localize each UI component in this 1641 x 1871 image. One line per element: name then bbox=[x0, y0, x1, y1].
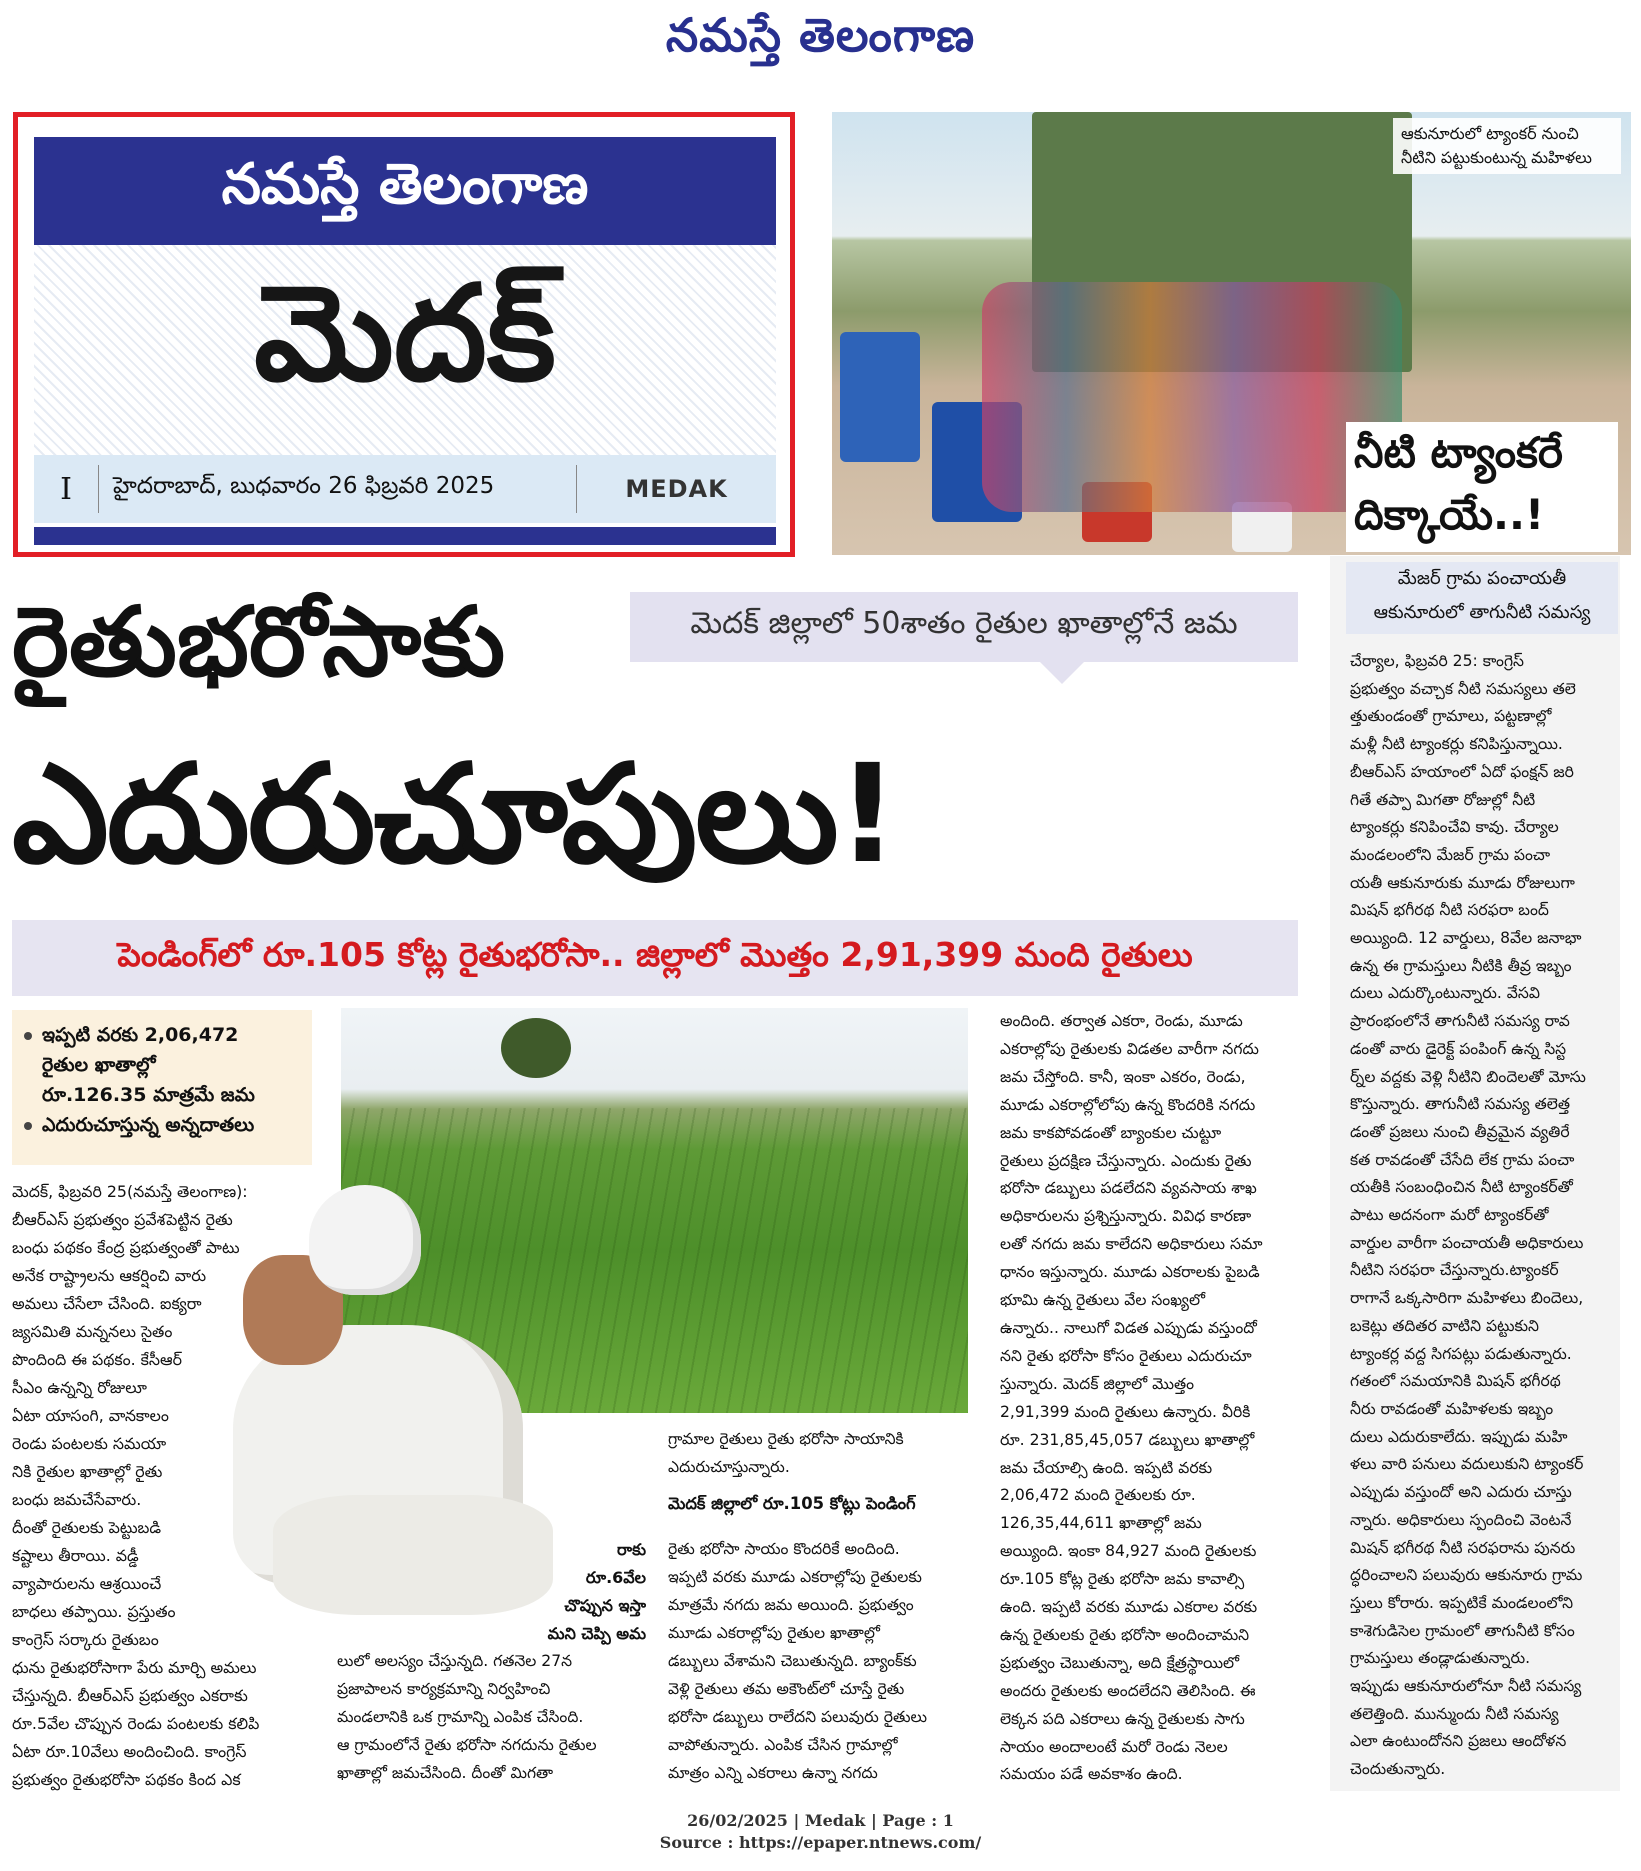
text-line: పాటు అదనంగా మరో ట్యాంకర్‌తో bbox=[1350, 1206, 1549, 1225]
text-line: జమ కాకపోవడంతో బ్యాంకుల చుట్టూ bbox=[1000, 1123, 1222, 1142]
text-line: ఉంది. ఇప్పటి వరకు మూడు ఎకరాల వరకు bbox=[1000, 1598, 1258, 1617]
text-line: రైతు భరోసా సాయం కొందరికే అందింది. bbox=[668, 1540, 900, 1558]
text-line: ప్రారంభంలోనే తాగునీటి సమస్య రావ bbox=[1350, 1012, 1570, 1031]
kicker-pointer bbox=[1040, 662, 1084, 684]
text-line: మాత్రం ఎన్ని ఎకరాలు ఉన్నా నగదు bbox=[668, 1764, 878, 1782]
bullet-icon bbox=[24, 1122, 32, 1130]
text-line: మెదక్, ఫిబ్రవరి 25(నమస్తే తెలంగాణ): bbox=[12, 1182, 248, 1201]
text-line: తలెత్తింది. మున్ముందు నీటి సమస్య bbox=[1350, 1704, 1559, 1723]
main-story-col3 bbox=[668, 1535, 968, 1787]
main-headline-line2: ఎదురుచూపులు! bbox=[12, 736, 897, 894]
text-line: మని చెప్పి అమ bbox=[547, 1624, 646, 1643]
main-story-subhead: పెండింగ్‌లో రూ.105 కోట్ల రైతుభరోసా.. జిల్లాలో మొత్తం 2,91,399 మంది రైతులు bbox=[12, 920, 1298, 996]
text-line: అందింది. తర్వాత ఎకరా, రెండు, మూడు bbox=[1000, 1012, 1243, 1030]
text-line: ధానం ఇస్తున్నారు. మూడు ఎకరాలకు పైబడి bbox=[1000, 1263, 1260, 1282]
text-line: ఖాతాల్లో జమచేసింది. దీంతో మిగతా bbox=[337, 1764, 554, 1782]
main-headline-line1: రైతుభరోసాకు bbox=[12, 586, 506, 698]
text-line: దులు ఎదుర్కొంటున్నారు. వేసవి bbox=[1350, 984, 1540, 1003]
text-line: బంధు పథకం కేంద్ర ప్రభుత్వంతో పాటు bbox=[12, 1238, 240, 1257]
tree-shape bbox=[501, 1018, 571, 1078]
text-line: రూ.105 కోట్ల రైతు భరోసా జమ కావాల్సి bbox=[1000, 1570, 1245, 1589]
caption-line: ఆకునూరులో ట్యాంకర్ నుంచి bbox=[1401, 124, 1579, 143]
text-line: ర్న్‌ల వద్దకు వెళ్లి నీటిని బిందెలతో మోసు bbox=[1350, 1067, 1586, 1086]
edition-roman-numeral: I bbox=[60, 471, 72, 507]
text-line: ఉన్న రైతులకు రైతు భరోసా అందించామని bbox=[1000, 1625, 1250, 1644]
text-line: జమ చేస్తోంది. కానీ, ఇంకా ఎకరం, రెండు, bbox=[1000, 1067, 1246, 1086]
text-line: బీఆర్‌ఎస్ హయాంలో ఏదో ఫంక్షన్ జరి bbox=[1350, 762, 1574, 781]
text-line: దులు ఎదురుకాలేదు. ఇప్పుడు మహి bbox=[1350, 1427, 1568, 1446]
text-line: ఇప్పటి వరకు మూడు ఎకరాల్లోపు రైతులకు bbox=[668, 1568, 922, 1586]
text-line: చేర్యాల, ఫిబ్రవరి 25: కాంగ్రెస్ bbox=[1350, 652, 1524, 670]
text-line: చేస్తున్నది. బీఆర్‌ఎస్ ప్రభుత్వం ఎకరాకు bbox=[12, 1686, 248, 1705]
edition-date: హైదరాబాద్, బుధవారం 26 ఫిబ్రవరి 2025 bbox=[98, 465, 576, 513]
text-line: లతో నగదు జమ కాలేదని అధికారులు సమా bbox=[1000, 1235, 1263, 1254]
main-story-col2 bbox=[337, 1647, 642, 1787]
text-line: నికి రైతుల ఖాతాల్లో రైతు bbox=[12, 1462, 163, 1481]
text-line: బకెట్లు తదితర వాటిని పట్టుకుని bbox=[1350, 1316, 1539, 1335]
highlights-box bbox=[12, 1010, 312, 1165]
text-line: భూమి ఉన్న రైతులు వేల సంఖ్యలో bbox=[1000, 1291, 1205, 1310]
text-line: వార్డుల వారీగా పంచాయతీ అధికారులు bbox=[1350, 1233, 1584, 1252]
text-line: మిషన్ భగీరథ నీటి సరఫరాను పునరు bbox=[1350, 1538, 1576, 1557]
text-line: అనేక రాష్ట్రాలను ఆకర్షించి వారు bbox=[12, 1266, 207, 1285]
main-story-col1b bbox=[530, 1536, 646, 1648]
main-story-col3-heading: మెదక్ జిల్లాలో రూ.105 కోట్లు పెండింగ్ bbox=[668, 1494, 916, 1513]
text-line: వాపోతున్నారు. ఎంపిక చేసిన గ్రామాల్లో bbox=[668, 1736, 898, 1754]
text-line: రూ. 231,85,45,057 డబ్బులు ఖాతాల్లో bbox=[1000, 1430, 1255, 1449]
text-line: మండలానికి ఒక గ్రామాన్ని ఎంపిక చేసింది. bbox=[337, 1708, 584, 1726]
subhead-line: మేజర్ గ్రామ పంచాయతీ bbox=[1397, 568, 1567, 589]
text-line: డంతో వారు డైరెక్ట్ పంపింగ్ ఉన్న సిస్ట bbox=[1350, 1039, 1567, 1058]
text-line: చెందుతున్నారు. bbox=[1350, 1760, 1446, 1779]
tanker-photo-caption bbox=[1393, 118, 1621, 174]
text-line: ఎలా ఉంటుందోనని ప్రజలు ఆందోళన bbox=[1350, 1732, 1567, 1751]
farmer-legs-shape bbox=[273, 1495, 553, 1615]
text-line: నీరు రావడంతో మహిళలకు ఇబ్బం bbox=[1350, 1399, 1554, 1418]
text-line: లులో అలస్యం చేస్తున్నది. గతనెల 27న bbox=[337, 1652, 573, 1670]
masthead-logo: నమస్తే తెలంగాణ bbox=[665, 8, 976, 62]
text-line: ఎప్పుడు వస్తుందో అని ఎదురు చూస్తు bbox=[1350, 1483, 1572, 1502]
main-story-kicker: మెదక్ జిల్లాలో 50శాతం రైతుల ఖాతాల్లోనే జమ bbox=[630, 592, 1298, 662]
main-story-col3-top bbox=[668, 1425, 968, 1481]
text-line: రైతులు ప్రదక్షిణ చేస్తున్నారు. ఎందుకు రైతు bbox=[1000, 1151, 1252, 1170]
text-line: మిషన్ భగీరథ నీటి సరఫరా బంద్ bbox=[1350, 901, 1549, 920]
edition-bottom-band bbox=[34, 527, 776, 545]
main-story-col4 bbox=[1000, 1008, 1300, 1789]
highlight-item: ఇప్పటి వరకు 2,06,472 bbox=[24, 1020, 300, 1050]
text-line: వెళ్లి రైతులు తమ అకౌంట్‌లో చూస్తే రైతు bbox=[668, 1680, 905, 1698]
text-line: డంతో ప్రజలు నుంచి తీవ్రమైన వ్యతిరే bbox=[1350, 1122, 1570, 1141]
text-line: 2,91,399 మంది రైతులు ఉన్నారు. వీరికి bbox=[1000, 1402, 1251, 1421]
text-line: కాశెగుడిసెల గ్రామంలో తాగునీటి కోసం bbox=[1350, 1621, 1575, 1640]
edition-box bbox=[13, 112, 795, 557]
edition-code: MEDAK bbox=[576, 465, 776, 513]
bullet-icon bbox=[24, 1032, 32, 1040]
text-line: గ్రామస్తులు తండ్లాడుతున్నారు. bbox=[1350, 1649, 1531, 1668]
text-line: అమలు చేసేలా చేసింది. ఐక్యరా bbox=[12, 1294, 202, 1313]
highlight-item: ఎదురుచూస్తున్న అన్నదాతలు bbox=[24, 1110, 300, 1140]
text-line: ఎదురుచూస్తున్నారు. bbox=[668, 1458, 790, 1476]
headline-line: నీటి ట్యాంకరే bbox=[1354, 428, 1563, 477]
text-line: బాధలు తప్పాయి. ప్రస్తుతం bbox=[12, 1602, 176, 1621]
text-line: ఆ గ్రామంలోనే రైతు భరోసా నగదును రైతుల bbox=[337, 1736, 597, 1754]
text-line: యతీకి సంబంధించిన నీటి ట్యాంకర్‌తో bbox=[1350, 1178, 1573, 1197]
text-line: ఏటా రూ.10వేలు అందించింది. కాంగ్రెస్ bbox=[12, 1742, 247, 1761]
text-line: ద్ధరించాలని పలువురు ఆకునూరు గ్రామ bbox=[1350, 1566, 1583, 1585]
footer-source: Source : https://epaper.ntnews.com/ bbox=[659, 1833, 982, 1852]
text-line: ట్యాంకర్ల వద్ద సిగపట్లు పడుతున్నారు. bbox=[1350, 1344, 1572, 1363]
text-line: మూడు ఎకరాల్లోపు రైతుల ఖాతాల్లో bbox=[668, 1624, 880, 1642]
text-line: ఇప్పుడు ఆకునూరులోనూ నీటి సమస్య bbox=[1350, 1677, 1582, 1696]
text-line: త్తుతుండంతో గ్రామాలు, పట్టణాల్లో bbox=[1350, 707, 1552, 726]
edition-district-name: మెదక్ bbox=[254, 257, 556, 411]
text-line: కాంగ్రెస్ సర్కారు రైతుబం bbox=[12, 1630, 159, 1649]
text-line: నీటిని సరఫరా చేస్తున్నారు.ట్యాంకర్ bbox=[1350, 1261, 1559, 1280]
text-line: వ్యాపారులను ఆశ్రయించే bbox=[12, 1574, 162, 1593]
text-line: గ్రామాల రైతులు రైతు భరోసా సాయానికి bbox=[668, 1430, 904, 1448]
text-line: భరోసా డబ్బులు రాలేదని పలువురు రైతులు bbox=[668, 1708, 927, 1726]
text-line: సీఎం ఉన్నన్ని రోజులూ bbox=[12, 1378, 147, 1397]
blue-drum bbox=[840, 332, 920, 462]
text-line: దీంతో రైతులకు పెట్టుబడి bbox=[12, 1518, 162, 1537]
text-line: స్తున్నారు. మెదక్ జిల్లాలో మొత్తం bbox=[1000, 1374, 1195, 1393]
text-line: ప్రజాపాలన కార్యక్రమాన్ని నిర్వహించి bbox=[337, 1680, 551, 1698]
text-line: న్నారు. అధికారులు స్పందించి వెంటనే bbox=[1350, 1510, 1572, 1529]
text-line: రూ.5వేల చొప్పున రెండు పంటలకు కలిపి bbox=[12, 1714, 260, 1733]
people-group bbox=[982, 282, 1402, 512]
text-line: కొస్తున్నారు. తాగునీటి సమస్య తలెత్త bbox=[1350, 1095, 1570, 1114]
text-line: నని రైతు భరోసా కోసం రైతులు ఎదురుచూ bbox=[1000, 1346, 1252, 1365]
tanker-story-body bbox=[1350, 648, 1616, 1784]
highlight-item-cont: రైతుల ఖాతాల్లో bbox=[42, 1054, 156, 1076]
text-line: సాయం అందాలంటే మరో రెండు నెలల bbox=[1000, 1737, 1228, 1756]
text-line: జమ చేయాల్సి ఉంది. ఇప్పటి వరకు bbox=[1000, 1458, 1213, 1477]
text-line: రాకు bbox=[617, 1540, 646, 1559]
highlight-item-cont: రూ.126.35 మాత్రమే జమ bbox=[42, 1084, 255, 1106]
text-line: మూడు ఎకరాల్లోలోపు ఉన్న కొందరికి నగదు bbox=[1000, 1095, 1256, 1114]
text-line: అయ్యింది. ఇంకా 84,927 మంది రైతులకు bbox=[1000, 1542, 1257, 1561]
text-line: మాత్రమే నగదు జమ అయింది. ప్రభుత్వం bbox=[668, 1596, 914, 1614]
text-line: ట్యాంకర్లు కనిపించేవి కావు. చేర్యాల bbox=[1350, 818, 1559, 837]
text-line: మళ్లీ నీటి ట్యాంకర్లు కనిపిస్తున్నాయి. bbox=[1350, 735, 1563, 754]
text-line: రూ.6వేల bbox=[585, 1568, 646, 1587]
text-line: ధును రైతుభరోసాగా పేరు మార్చి అమలు bbox=[12, 1658, 257, 1677]
text-line: ఎకరాల్లోపు రైతులకు విడతల వారీగా నగదు bbox=[1000, 1039, 1259, 1058]
text-line: ఉన్నారు.. నాలుగో విడత ఎప్పుడు వస్తుందో bbox=[1000, 1318, 1257, 1337]
text-line: డబ్బులు వేశామని చెబుతున్నది. బ్యాంక్‌కు bbox=[668, 1652, 917, 1670]
edition-band-title: నమస్తే తెలంగాణ bbox=[34, 137, 776, 245]
tanker-story-subhead bbox=[1346, 562, 1618, 634]
text-line: భరోసా డబ్బులు పడలేదని వ్యవసాయ శాఖ bbox=[1000, 1179, 1257, 1198]
text-line: రాగానే ఒక్కసారిగా మహిళలు బిందెలు, bbox=[1350, 1289, 1584, 1308]
text-line: 2,06,472 మంది రైతులకు రూ. bbox=[1000, 1486, 1196, 1505]
edition-hatch bbox=[34, 245, 776, 455]
edition-dateline bbox=[34, 455, 776, 523]
caption-line: నీటిని పట్టుకుంటున్న మహిళలు bbox=[1401, 148, 1592, 167]
text-line: గతంలో సమయానికి మిషన్ భగీరథ bbox=[1350, 1372, 1561, 1391]
page-footer bbox=[0, 1810, 1641, 1854]
text-line: పొందింది ఈ పథకం. కేసీఆర్ bbox=[12, 1350, 182, 1369]
text-line: ప్రభుత్వం వచ్చాక నీటి సమస్యలు తలె bbox=[1350, 679, 1576, 698]
text-line: గితే తప్పా మిగతా రోజుల్లో నీటి bbox=[1350, 790, 1536, 809]
subhead-line: ఆకునూరులో తాగునీటి సమస్య bbox=[1373, 602, 1591, 623]
text-line: చొప్పున ఇస్తా bbox=[564, 1596, 646, 1615]
text-line: అధికారులను ప్రశ్నిస్తున్నారు. వివిధ కారణా bbox=[1000, 1207, 1252, 1226]
text-line: రెండు పంటలకు సమయా bbox=[12, 1434, 167, 1453]
text-line: అందరు రైతులకు అందలేదని తెలిసింది. ఈ bbox=[1000, 1681, 1256, 1700]
text-line: ఏటా యాసంగి, వానకాలం bbox=[12, 1406, 169, 1425]
text-line: ప్రభుత్వం రైతుభరోసా పథకం కింద ఎక bbox=[12, 1770, 241, 1789]
footer-page-info: 26/02/2025 | Medak | Page : 1 bbox=[687, 1811, 954, 1830]
text-line: కష్టాలు తీరాయి. వడ్డీ bbox=[12, 1546, 139, 1565]
farmer-turban-shape bbox=[309, 1185, 421, 1295]
text-line: జ్యసమితి మన్ననలు సైతం bbox=[12, 1322, 173, 1341]
text-line: ళలు వారి పనులు వదులుకుని ట్యాంకర్ bbox=[1350, 1455, 1584, 1474]
text-line: స్తులు కోరారు. ఇప్పటికే మండలంలోని bbox=[1350, 1593, 1574, 1612]
text-line: బంధు జమచేసేవారు. bbox=[12, 1490, 142, 1509]
text-line: అయ్యింది. 12 వార్డులు, 8వేల జనాభా bbox=[1350, 929, 1582, 948]
text-line: లెక్కన పది ఎకరాలు ఉన్న రైతులకు సాగు bbox=[1000, 1709, 1245, 1728]
farmer-photo bbox=[213, 1175, 573, 1635]
tanker-story-headline bbox=[1346, 422, 1618, 552]
text-line: సమయం పడే అవకాశం ఉంది. bbox=[1000, 1765, 1183, 1784]
headline-line: దిక్కాయే..! bbox=[1354, 490, 1545, 539]
text-line: ప్రభుత్వం చెబుతున్నా, అది క్షేత్రస్థాయిలో bbox=[1000, 1653, 1240, 1672]
text-line: యతీ ఆకునూరుకు మూడు రోజులుగా bbox=[1350, 873, 1575, 892]
text-line: 126,35,44,611 ఖాతాల్లో జమ bbox=[1000, 1514, 1202, 1533]
text-line: ఉన్న ఈ గ్రామస్తులు నీటికి తీవ్ర ఇబ్బం bbox=[1350, 956, 1572, 975]
text-line: కత రావడంతో చేసేది లేక గ్రామ పంచా bbox=[1350, 1150, 1575, 1169]
text-line: బీఆర్‌ఎస్ ప్రభుత్వం ప్రవేశపెట్టిన రైతు bbox=[12, 1210, 233, 1229]
text-line: మండలంలోని మేజర్ గ్రామ పంచా bbox=[1350, 845, 1551, 864]
